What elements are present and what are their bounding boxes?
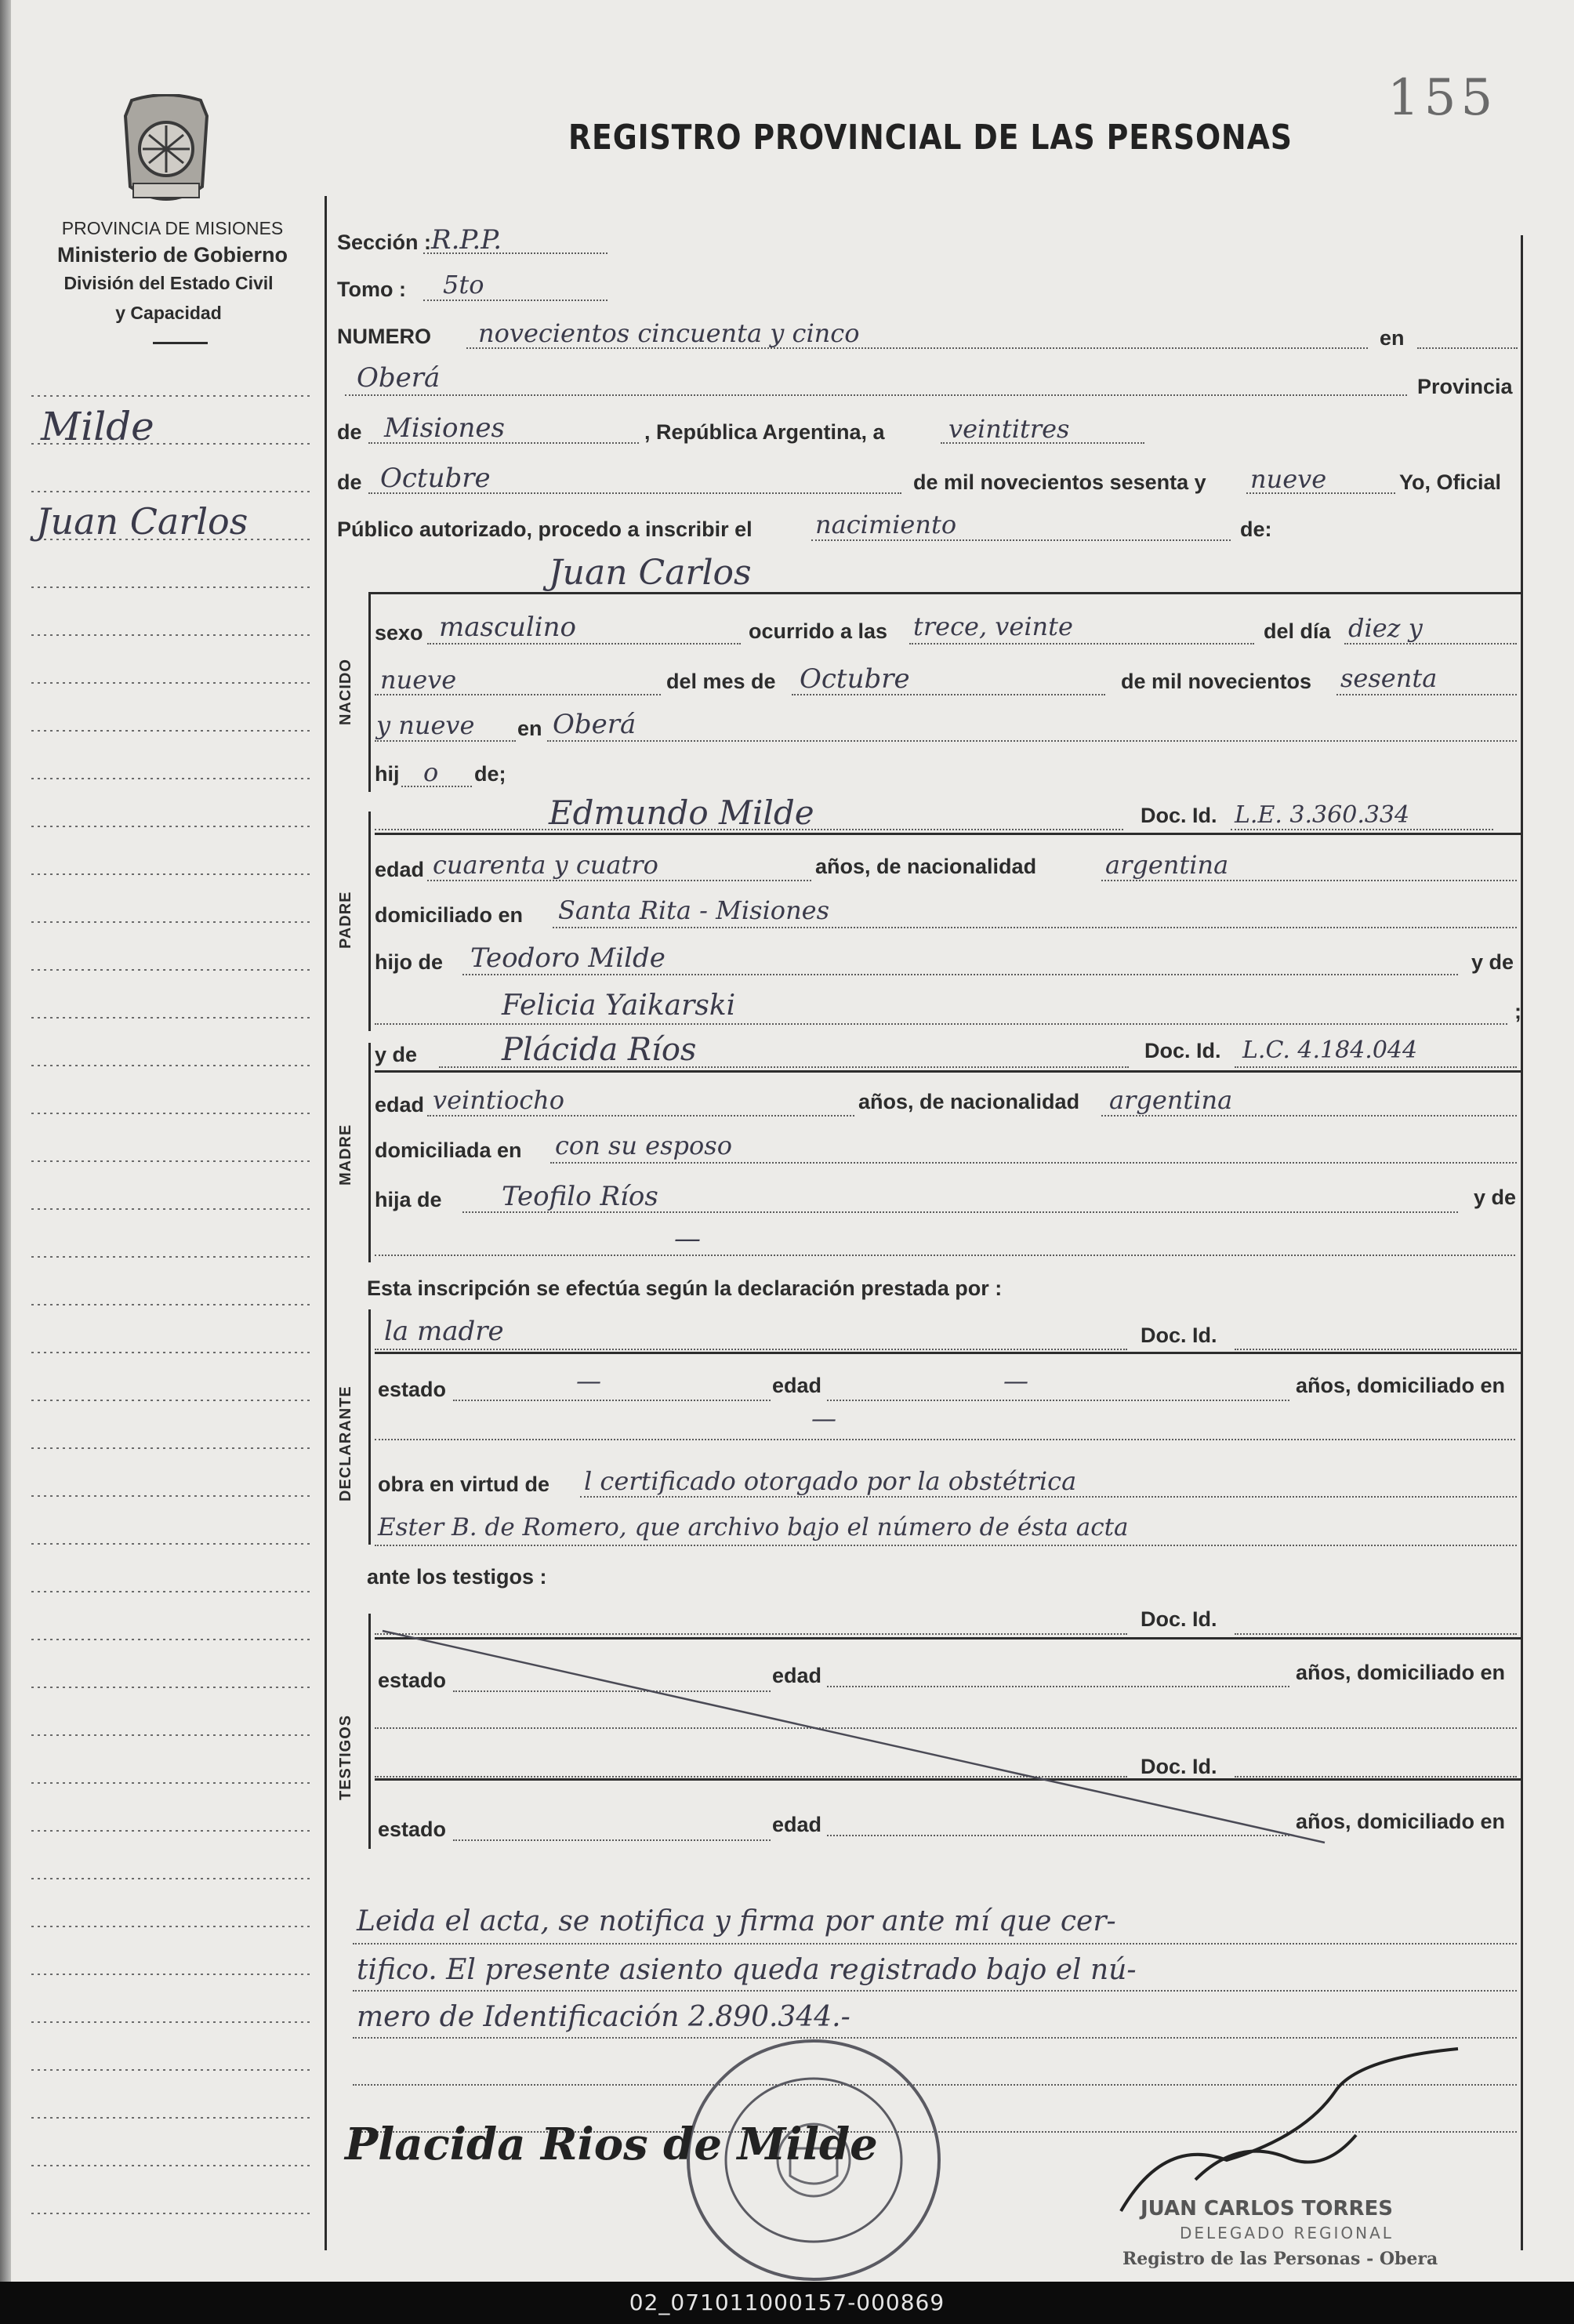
label-testigos-intro: ante los testigos : [367,1565,547,1589]
value-fecha-mes: Octubre [380,463,491,494]
label-testigo1-estado: estado [378,1669,447,1692]
label-republica: , República Argentina, a [644,420,885,444]
label-de-semi: de; [474,762,506,786]
nota-line-2 [353,1990,1517,1992]
label-tomo: Tomo : [337,278,406,301]
value-dia: diez y [1348,613,1423,643]
value-padre-dom: Santa Rita - Misiones [558,895,830,925]
margin-given-names: Juan Carlos [36,500,248,543]
label-padre-semicolon: ; [1514,1000,1521,1023]
label-padre-edad: edad [375,858,425,881]
value-localidad: Oberá [357,362,441,394]
value-madre-nombre: Plácida Ríos [502,1032,697,1068]
oficial-registro: Registro de las Personas - Obera [1122,2249,1438,2269]
label-madre-hija-de: hija de [375,1188,442,1211]
value-madre-dom: con su esposo [555,1131,732,1160]
label-padre-anos-nac: años, de nacionalidad [815,855,1037,878]
value-madre-edad: veintiocho [433,1085,565,1115]
section-madre-label: MADRE [337,1124,354,1186]
section-padre-label: PADRE [337,891,354,949]
value-nacido-nombre: Juan Carlos [549,553,752,593]
value-fecha-anio: nueve [1250,464,1327,494]
label-seccion: Sección : [337,231,432,254]
value-hij-letra: o [423,757,439,787]
section-declarante-label: DECLARANTE [337,1385,354,1502]
label-yo-oficial: Yo, Oficial [1399,470,1502,494]
institution-capacity: y Capacidad [115,303,222,323]
label-en-lugar: en [517,717,542,740]
label-testigo1-edad: edad [772,1664,822,1687]
value-padre-edad: cuarenta y cuatro [433,850,658,880]
label-decl-anos-dom: años, domiciliado en [1296,1374,1506,1397]
value-madre-madre: — [674,1223,701,1255]
label-de-mil: de mil novecientos sesenta y [913,470,1206,494]
label-madre-y-de: y de [375,1043,418,1066]
institution-ministry: Ministerio de Gobierno [56,243,288,267]
label-madre-domicilio: domiciliada en [375,1138,522,1162]
value-madre-padre: Teofilo Ríos [502,1181,658,1212]
value-provincia: Misiones [384,412,505,444]
label-madre-y-de-2: y de [1474,1186,1517,1209]
value-tomo: 5to [443,270,484,300]
value-seccion: R.P.P. [431,224,502,256]
value-numero: novecientos cincuenta y cinco [478,318,860,348]
value-hora: trece, veinte [913,612,1073,641]
margin-surname: Milde [41,404,154,449]
section-nacido-label: NACIDO [337,659,354,725]
value-obra-2: Ester B. de Romero, que archivo bajo el número de ésta acta [378,1513,1129,1541]
value-padre-padre: Teodoro Milde [470,942,666,974]
value-fecha-dia: veintitres [948,414,1070,444]
signature-oficial [1101,2043,1462,2223]
label-numero: NUMERO [337,325,431,348]
value-decl-dom: — [811,1403,836,1433]
oficial-nombre: JUAN CARLOS TORRES [1141,2197,1394,2221]
section-testigos-label: TESTIGOS [337,1714,354,1800]
value-padre-nombre: Edmundo Milde [549,793,814,832]
label-declarante-doc: Doc. Id. [1141,1324,1217,1347]
label-de-colon: de: [1240,517,1272,541]
value-dia-cont: nueve [380,665,457,695]
label-padre-domicilio: domiciliado en [375,903,524,927]
value-nota-3: mero de Identificación 2.890.344.- [357,2001,850,2033]
value-decl-estado: — [576,1366,601,1396]
label-testigo1-anos-dom: años, domiciliado en [1296,1661,1506,1684]
label-sexo: sexo [375,621,423,645]
value-madre-nac: argentina [1109,1085,1233,1115]
label-padre-y-de: y de [1471,950,1514,974]
value-mes: Octubre [800,663,910,695]
signature-madre: Placida Rios de Milde [345,2119,878,2170]
label-de-mes: de [337,470,362,494]
folio-number: 155 [1387,69,1498,127]
institution-province: PROVINCIA DE MISIONES [61,218,284,238]
value-obra-1: l certificado otorgado por la obstétrica [584,1466,1077,1496]
value-declarante: la madre [384,1316,504,1347]
label-testigo1-doc: Doc. Id. [1141,1607,1217,1631]
label-de-provincia: de [337,420,362,444]
value-anio: sesenta [1340,663,1438,693]
label-testigo2-edad: edad [772,1813,822,1836]
label-del-dia: del día [1264,619,1331,643]
institution-division: División del Estado Civil [63,273,274,293]
label-madre-anos-nac: años, de nacionalidad [858,1090,1080,1113]
label-padre-doc: Doc. Id. [1141,804,1217,827]
value-padre-nac: argentina [1105,850,1229,880]
label-madre-edad: edad [375,1093,425,1117]
value-nota-2: tifico. El presente asiento queda registrado bajo el nú- [357,1954,1137,1986]
label-testigo2-estado: estado [378,1817,447,1841]
value-lugar: Oberá [553,709,636,740]
value-madre-doc: L.C. 4.184.044 [1242,1037,1418,1064]
value-sexo: masculino [439,612,577,643]
page-title: REGISTRO PROVINCIAL DE LAS PERSONAS [568,118,1293,158]
label-de-mil-2: de mil novecientos [1121,670,1312,693]
value-padre-madre: Felicia Yaikarski [502,990,736,1022]
label-inscripcion: Esta inscripción se efectúa según la declaración prestada por : [367,1276,1003,1300]
value-padre-doc: L.E. 3.360.334 [1235,801,1410,829]
label-en: en [1380,326,1405,350]
label-testigo2-anos-dom: años, domiciliado en [1296,1810,1506,1833]
value-anio-cont: y nueve [376,710,475,740]
label-decl-edad: edad [772,1374,822,1397]
value-decl-edad: — [1003,1366,1028,1396]
label-hij: hij [375,762,400,786]
oficial-cargo: DELEGADO REGIONAL [1180,2224,1394,2242]
label-publico: Público autorizado, procedo a inscribir el [337,517,753,541]
value-nota-1: Leida el acta, se notifica y firma por ante mí que cer- [357,1905,1116,1937]
label-testigo2-doc: Doc. Id. [1141,1755,1217,1778]
label-del-mes: del mes de [666,670,776,693]
label-decl-estado: estado [378,1378,447,1401]
label-padre-hijo-de: hijo de [375,950,443,974]
value-acto: nacimiento [815,510,957,539]
label-provincia: Provincia [1417,375,1513,398]
label-ocurrido: ocurrido a las [749,619,888,643]
label-obra: obra en virtud de [378,1472,550,1496]
label-madre-doc: Doc. Id. [1144,1039,1221,1062]
image-code-caption: 02_071011000157-000869 [0,2282,1574,2324]
nota-line-1 [353,1943,1517,1945]
